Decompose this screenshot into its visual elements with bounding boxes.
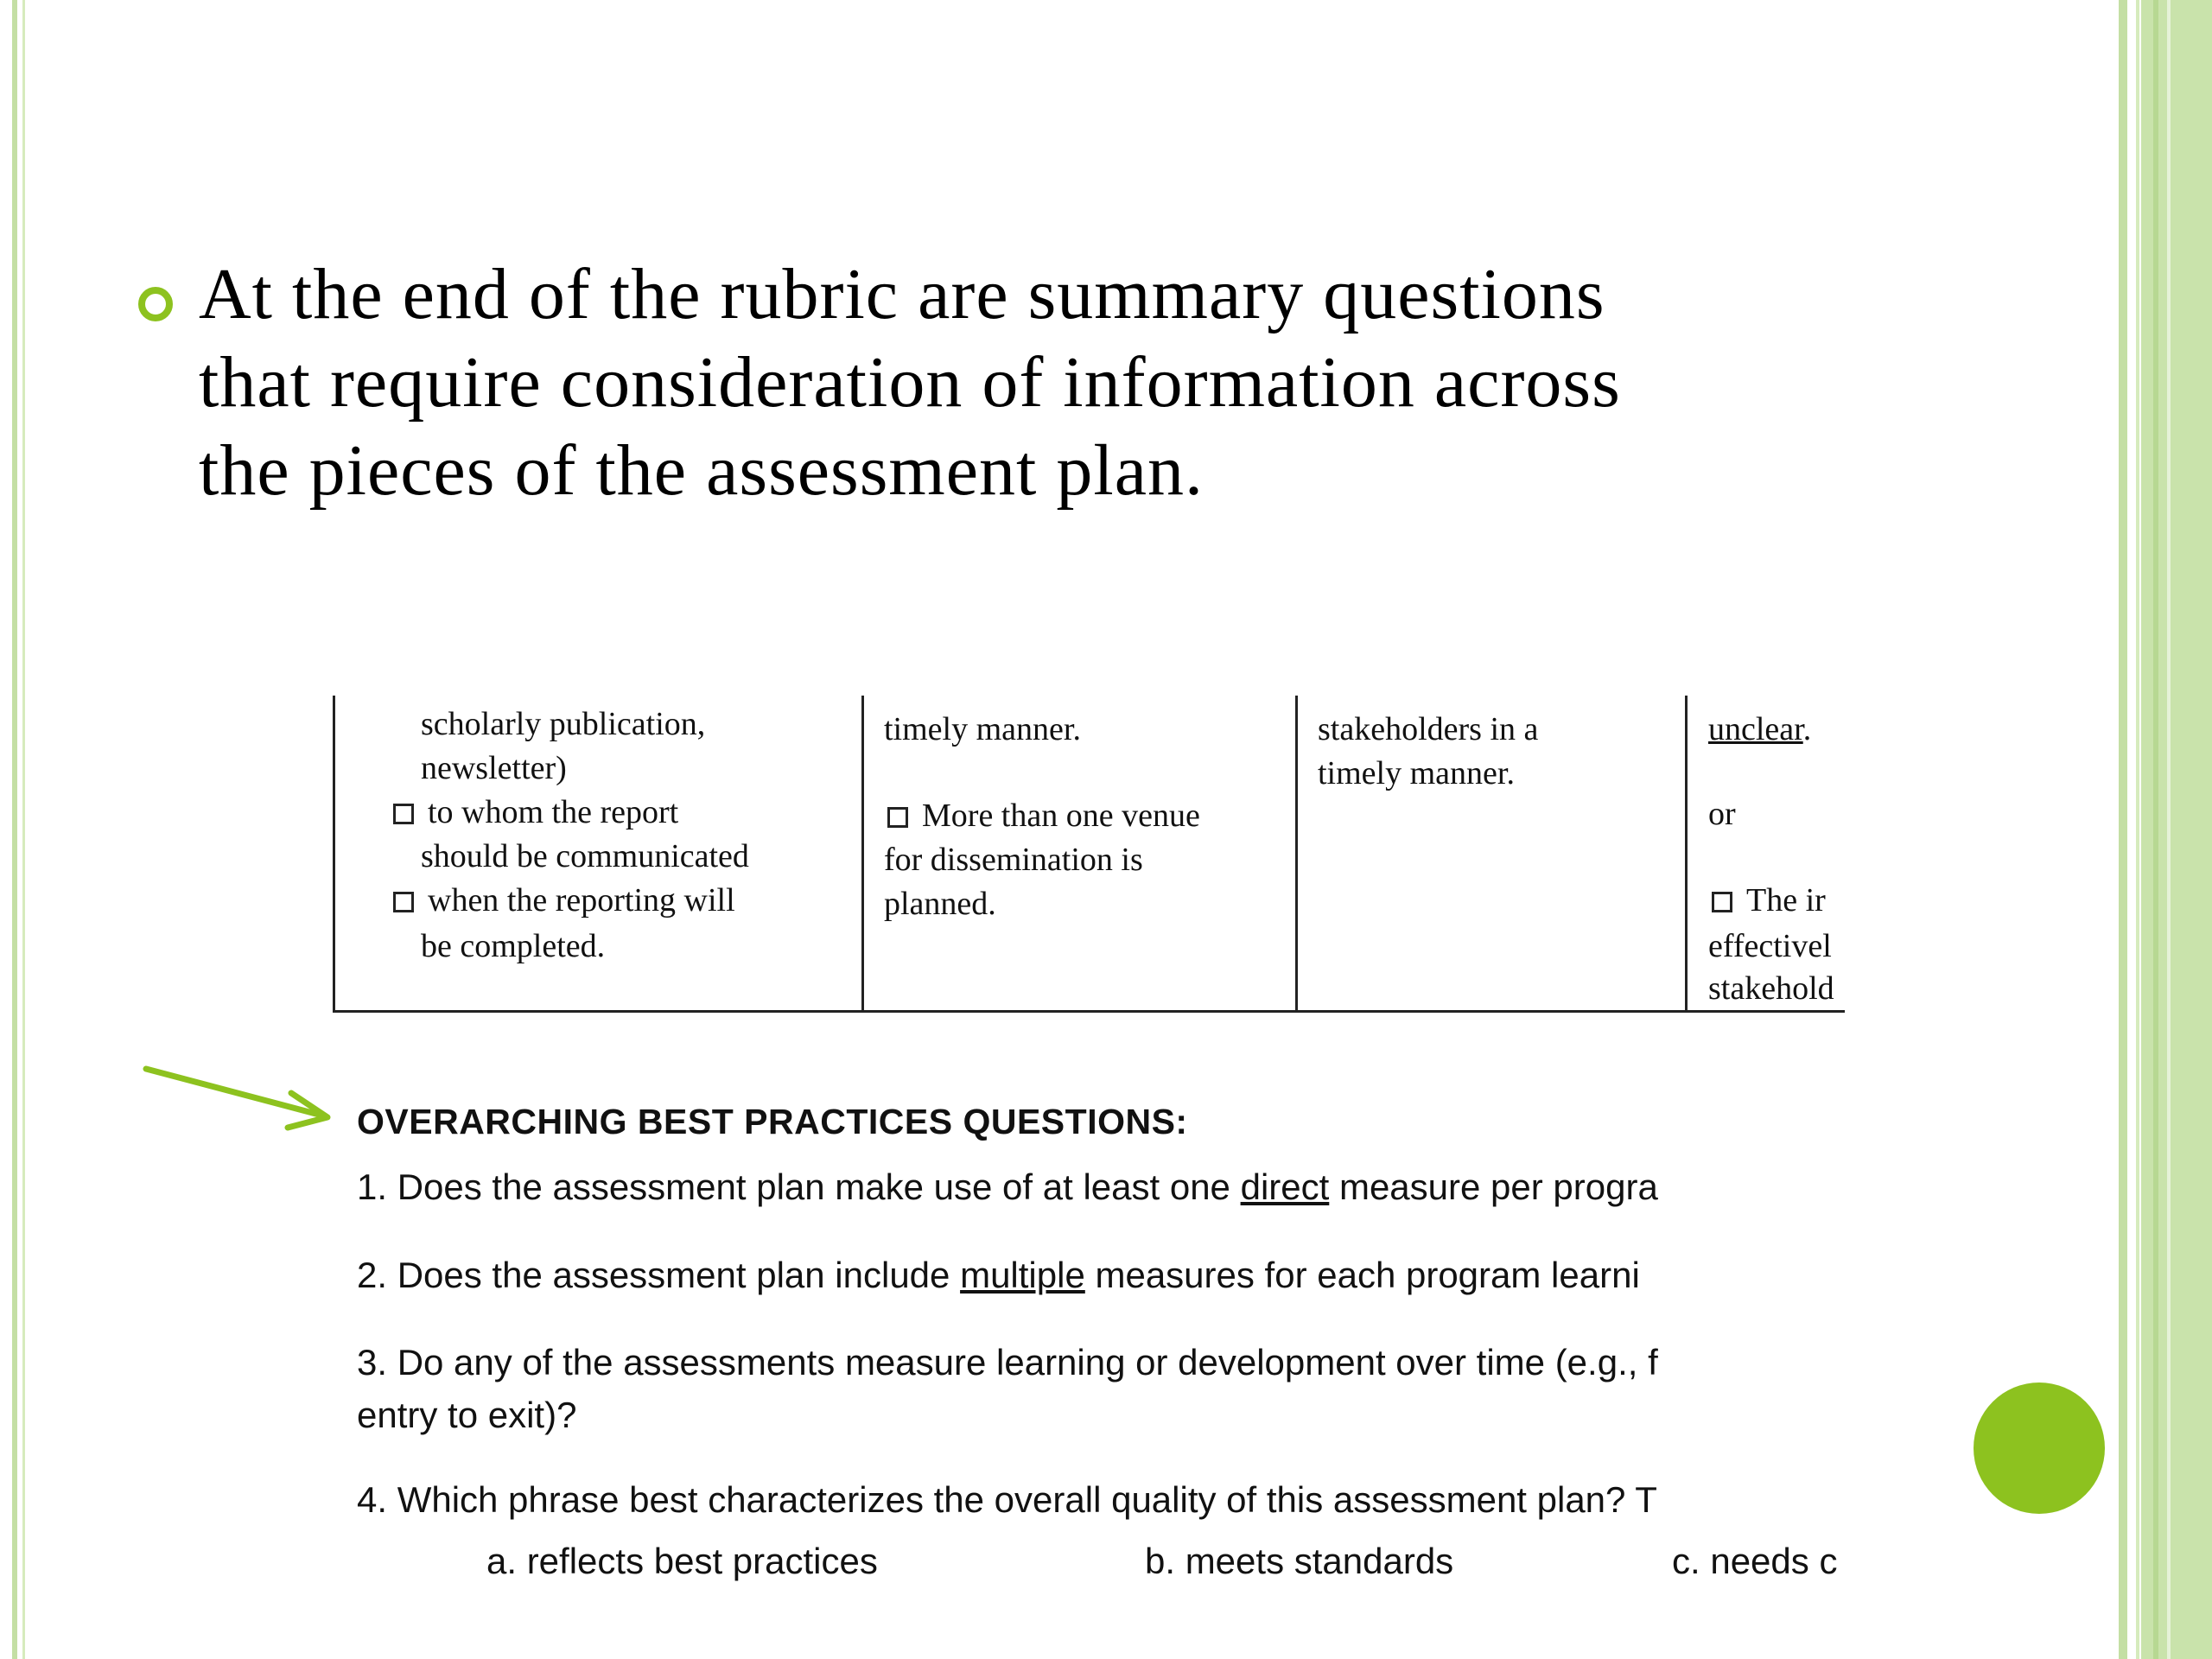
table-cell-text: should be communicated: [421, 838, 749, 874]
table-cell-text: planned.: [884, 886, 996, 922]
bullet-line: that require consideration of information across: [199, 342, 1621, 423]
checklist-item: [887, 794, 1200, 838]
question-text: measures for each program learni: [1084, 1255, 1640, 1295]
checklist-item: [393, 791, 678, 835]
checklist-item-label: The ir: [1746, 882, 1826, 918]
frame-right-band: [2141, 0, 2212, 1659]
table-cell-text: scholarly publication,: [421, 706, 706, 742]
underlined-word: direct: [1240, 1166, 1330, 1207]
table-border: [333, 696, 335, 1012]
table-border: [1685, 696, 1688, 1012]
answer-option-c: c. needs c: [1672, 1541, 1838, 1581]
green-circle-icon: [1974, 1382, 2105, 1514]
checklist-item-label: More than one venue: [922, 798, 1200, 834]
table-border: [1295, 696, 1298, 1012]
frame-border-left-inner: [22, 0, 25, 1659]
checklist-item-keyword: when: [428, 882, 499, 918]
checklist-item: [393, 879, 735, 923]
table-cell-text: stakehold: [1708, 970, 1834, 1007]
table-cell-text: be completed.: [421, 928, 606, 964]
question-text: 2. Does the assessment plan include: [357, 1255, 961, 1295]
question-1: [357, 1160, 1658, 1214]
checklist-item: [1712, 879, 1826, 923]
table-border: [861, 696, 864, 1012]
table-cell-text: or: [1708, 796, 1736, 832]
questions-heading: OVERARCHING BEST PRACTICES QUESTIONS:: [357, 1102, 1188, 1141]
question-3-continued: entry to exit)?: [357, 1395, 577, 1435]
frame-right-stripe: [2153, 0, 2158, 1659]
rubric-table: [333, 696, 1845, 1014]
table-cell-text: timely manner.: [1318, 755, 1515, 791]
frame-border-right: [2119, 0, 2127, 1659]
checkbox-icon: [887, 807, 908, 828]
answer-option-b: b. meets standards: [1145, 1541, 1454, 1581]
underlined-word: unclear: [1708, 711, 1803, 747]
bullet-line: the pieces of the assessment plan.: [199, 430, 1204, 511]
frame-right-highlight: [2167, 0, 2171, 1659]
arrow-icon: [143, 1058, 341, 1136]
question-text: measure per progra: [1329, 1166, 1658, 1207]
hollow-circle-bullet-icon: [138, 287, 173, 321]
table-cell-text: for dissemination is: [884, 842, 1143, 878]
checkbox-icon: [393, 804, 414, 824]
frame-border-left: [12, 0, 17, 1659]
checklist-item-label: the reporting will: [499, 882, 735, 918]
question-text: 1. Does the assessment plan make use of at least one: [357, 1166, 1241, 1207]
table-cell-text: effectivel: [1708, 928, 1832, 964]
bullet-line: At the end of the rubric are summary questions: [199, 254, 1605, 334]
question-3: 3. Do any of the assessments measure learning or development over time (e.g., f: [357, 1342, 1658, 1382]
frame-border-right-inner: [2136, 0, 2139, 1659]
checklist-item-label: to whom the report: [428, 794, 679, 830]
table-cell-text: [1708, 708, 1811, 752]
table-cell-text: stakeholders in a: [1318, 711, 1539, 747]
table-cell-text: timely manner.: [884, 711, 1081, 747]
checkbox-icon: [1712, 892, 1732, 912]
underlined-word: multiple: [960, 1255, 1085, 1295]
table-border: [333, 1010, 1845, 1013]
table-cell-text: newsletter): [421, 750, 567, 786]
question-4: 4. Which phrase best characterizes the overall quality of this assessment plan? T: [357, 1479, 1657, 1520]
punctuation: .: [1802, 711, 1812, 747]
checkbox-icon: [393, 892, 414, 912]
rubric-document-excerpt: [333, 696, 1845, 1611]
bullet-text: [199, 251, 1927, 515]
answer-option-a: a. reflects best practices: [486, 1541, 878, 1581]
question-2: [357, 1249, 1640, 1302]
